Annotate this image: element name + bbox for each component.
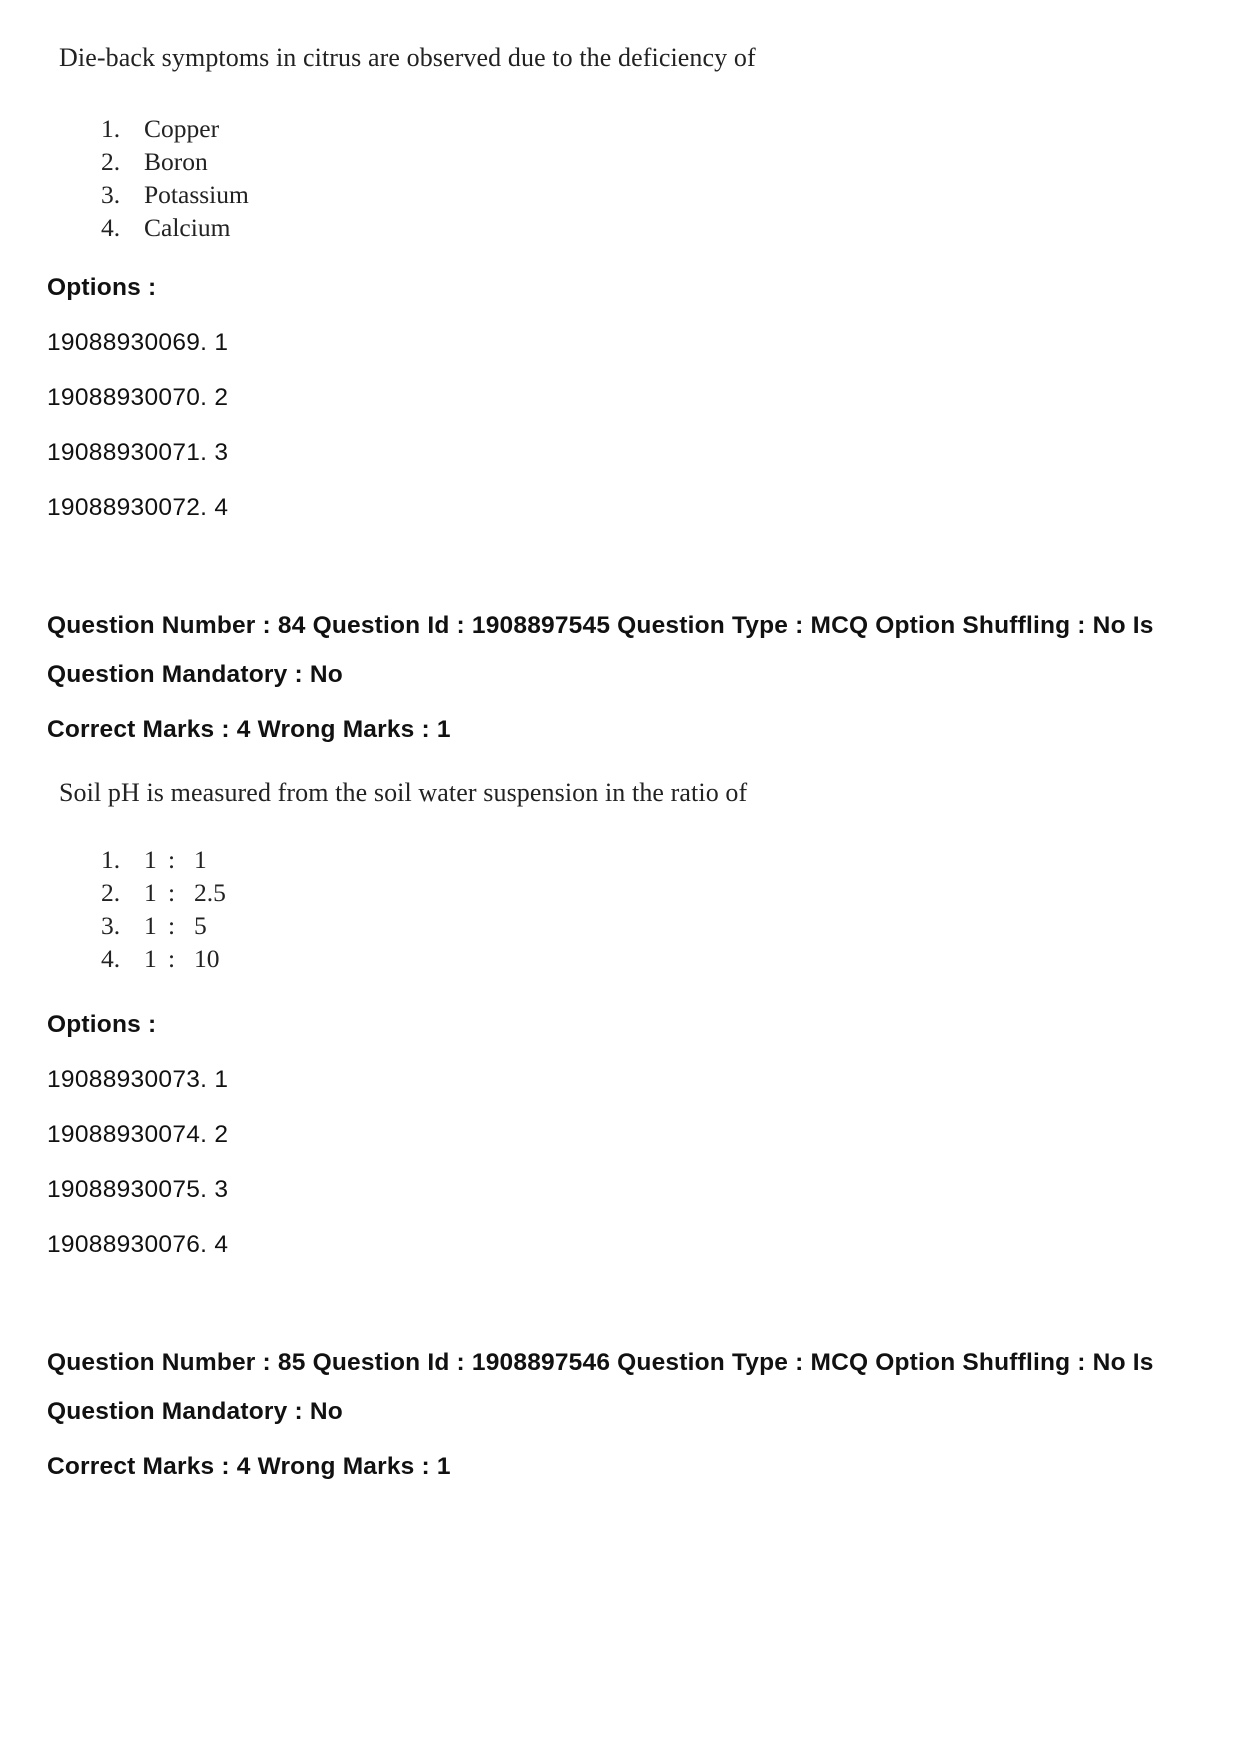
q85-header-line1: Question Number : 85 Question Id : 1908897546 Question Type : MCQ Option Shuffling : No Is	[47, 1349, 1154, 1376]
q84-choice: 2. 1 : 2.5	[101, 878, 226, 907]
q83-choice: 4. Calcium	[101, 213, 231, 242]
q84-choice: 1. 1 : 1	[101, 845, 207, 874]
q84-question-stem: Soil pH is measured from the soil water suspension in the ratio of	[59, 778, 748, 807]
q84-choice: 3. 1 : 5	[101, 911, 207, 940]
q83-choice: 3. Potassium	[101, 180, 249, 209]
q84-option-4: 19088930076. 4	[47, 1231, 229, 1258]
q83-option-3: 19088930071. 3	[47, 439, 229, 466]
q84-choice-list	[101, 843, 226, 975]
q83-choice: 1. Copper	[101, 114, 220, 143]
q83-question-stem: Die-back symptoms in citrus are observed due to the deficiency of	[59, 43, 756, 72]
q83-options-label: Options :	[47, 274, 157, 301]
q83-option-2: 19088930070. 2	[47, 384, 229, 411]
q83-option-1: 19088930069. 1	[47, 329, 229, 356]
q83-option-4: 19088930072. 4	[47, 494, 229, 521]
q83-choice: 2. Boron	[101, 147, 208, 176]
q84-option-3: 19088930075. 3	[47, 1176, 229, 1203]
q84-choice: 4. 1 : 10	[101, 944, 220, 973]
q84-options-label: Options :	[47, 1011, 157, 1038]
q84-header-line2: Question Mandatory : No	[47, 661, 343, 688]
q85-header-line2: Question Mandatory : No	[47, 1398, 343, 1425]
q84-option-2: 19088930074. 2	[47, 1121, 229, 1148]
q83-choice-list	[101, 112, 249, 244]
q85-marks: Correct Marks : 4 Wrong Marks : 1	[47, 1453, 451, 1480]
q84-option-1: 19088930073. 1	[47, 1066, 229, 1093]
q84-marks: Correct Marks : 4 Wrong Marks : 1	[47, 716, 451, 743]
q84-header-line1: Question Number : 84 Question Id : 1908897545 Question Type : MCQ Option Shuffling : No Is	[47, 612, 1154, 639]
